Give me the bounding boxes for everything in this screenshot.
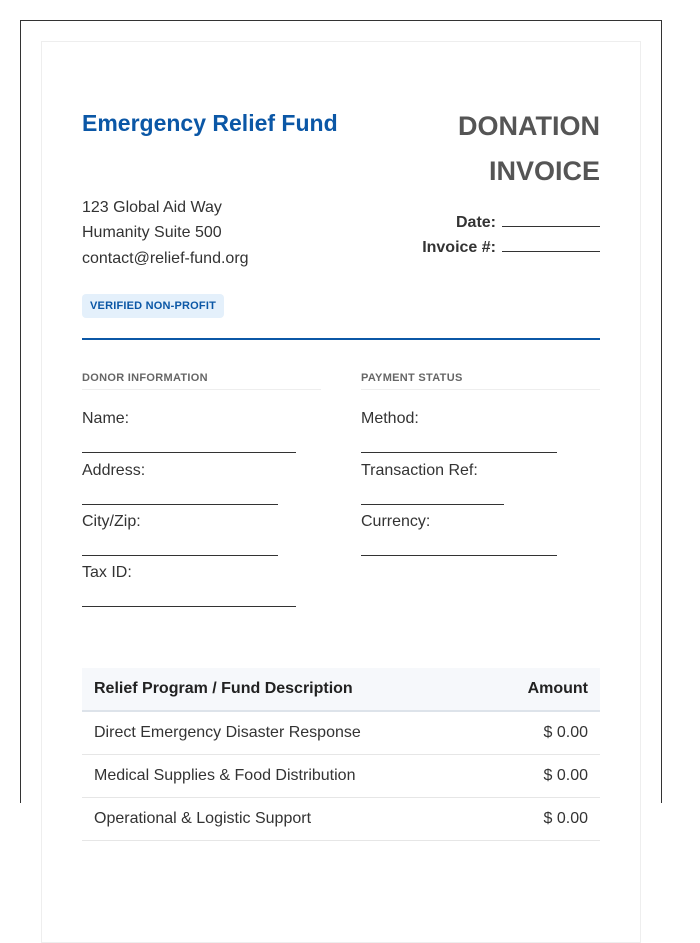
date-blank-line[interactable] xyxy=(502,212,600,227)
donor-address-label: Address: xyxy=(82,462,146,479)
transaction-ref-line[interactable] xyxy=(361,504,504,505)
document-viewport xyxy=(20,20,662,827)
payment-method-label: Method: xyxy=(361,410,419,427)
donor-taxid-line[interactable] xyxy=(82,606,296,607)
currency-label: Currency: xyxy=(361,513,431,530)
verified-badge: VERIFIED NON-PROFIT xyxy=(82,294,224,318)
row-description: Direct Emergency Disaster Response xyxy=(94,724,361,741)
header-divider xyxy=(82,338,600,340)
currency-line[interactable] xyxy=(361,555,557,556)
payment-section-heading: PAYMENT STATUS xyxy=(361,372,600,390)
payment-method-line[interactable] xyxy=(361,452,557,453)
donor-address-line[interactable] xyxy=(82,504,278,505)
invoice-number-blank-line[interactable] xyxy=(502,237,600,252)
invoice-title: DONATION INVOICE xyxy=(458,111,600,186)
date-row xyxy=(456,212,600,232)
row-amount: $ 0.00 xyxy=(543,810,588,827)
row-description: Medical Supplies & Food Distribution xyxy=(94,767,356,784)
invoice-sheet xyxy=(41,41,641,943)
address-line-1: 123 Global Aid Way xyxy=(82,199,222,216)
table-row xyxy=(82,755,600,798)
invoice-number-row xyxy=(422,237,600,257)
organization-email: contact@relief-fund.org xyxy=(82,250,249,267)
organization-name: Emergency Relief Fund xyxy=(82,110,338,136)
row-description: Operational & Logistic Support xyxy=(94,810,312,827)
donor-cityzip-label: City/Zip: xyxy=(82,513,141,530)
donor-name-label: Name: xyxy=(82,410,130,427)
row-amount: $ 0.00 xyxy=(543,767,588,784)
donor-section-heading: DONOR INFORMATION xyxy=(82,372,321,390)
donor-name-line[interactable] xyxy=(82,452,296,453)
table-row xyxy=(82,712,600,755)
address-line-2: Humanity Suite 500 xyxy=(82,224,222,241)
donor-cityzip-line[interactable] xyxy=(82,555,278,556)
date-label: Date: xyxy=(455,214,496,231)
transaction-ref-label: Transaction Ref: xyxy=(361,462,478,479)
table-row xyxy=(82,798,600,841)
donor-taxid-label: Tax ID: xyxy=(82,564,132,581)
column-header-amount: Amount xyxy=(527,680,588,697)
invoice-number-label: Invoice #: xyxy=(422,239,496,256)
row-amount: $ 0.00 xyxy=(543,724,588,741)
column-header-description: Relief Program / Fund Description xyxy=(94,680,353,697)
table-header xyxy=(82,668,600,712)
